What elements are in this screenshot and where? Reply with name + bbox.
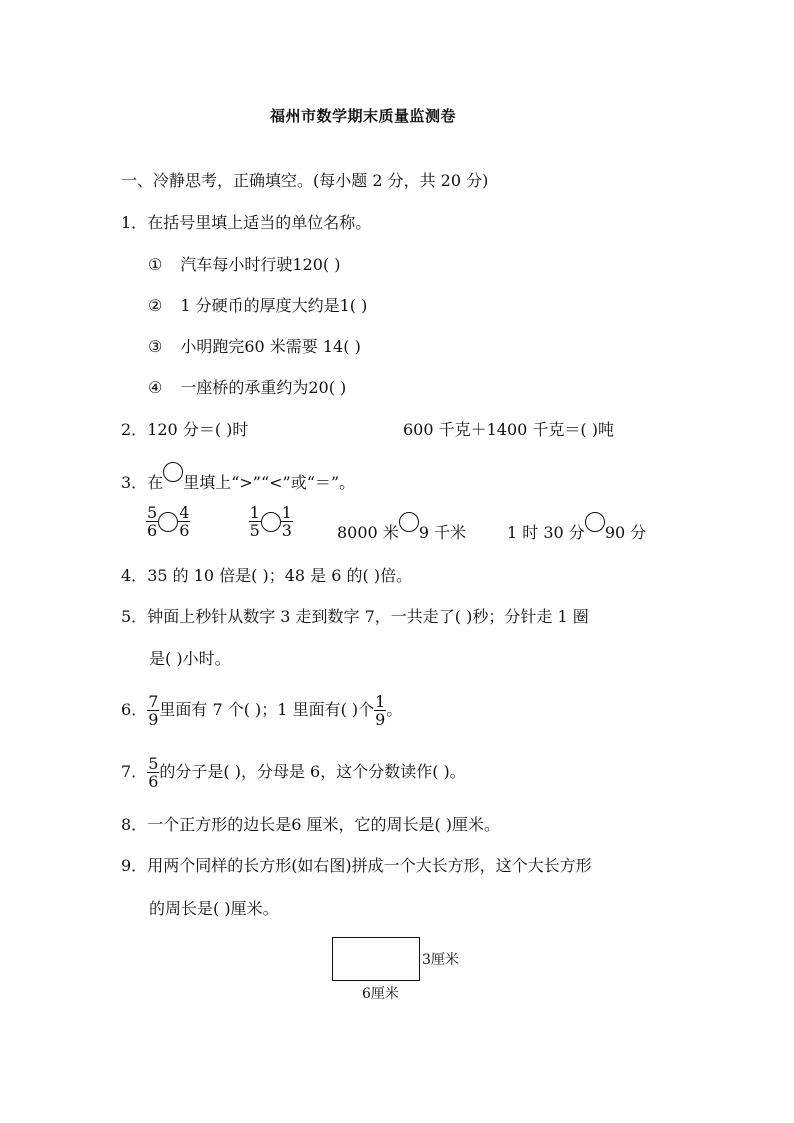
item-marker: ④: [148, 378, 163, 397]
page-title: 福州市数学期末质量监测卷: [270, 107, 457, 125]
question-5-line2: 是( )小时。: [149, 649, 231, 668]
question-text: 的分子是( )，分母是 6，这个分数读作( )。: [159, 762, 466, 781]
circle-icon: [163, 462, 183, 482]
question-text: 里面有 7 个( )；1 里面有( )个: [159, 700, 375, 719]
question-number: 7．: [121, 762, 148, 781]
item-text: 一座桥的承重约为20( ): [180, 378, 347, 397]
compare-circle[interactable]: [158, 512, 178, 532]
question-number: 6．: [121, 700, 148, 719]
question-number: 3．: [121, 473, 148, 492]
question-9: [121, 856, 592, 876]
question-9-line2: 的周长是( )厘米。: [149, 899, 279, 918]
item-text: 1 分硬币的厚度大约是1( ): [180, 296, 368, 315]
question-8: [121, 815, 500, 835]
compare-circle[interactable]: [261, 512, 281, 532]
question-number: 4．: [121, 566, 148, 585]
q3-stem-after: 里填上“>”“<”或“＝”。: [183, 473, 356, 492]
comp-left: 1 时 30 分: [507, 523, 585, 542]
question-5: [121, 607, 589, 627]
question-number: 2．: [121, 420, 148, 439]
q1-item-4: [148, 378, 346, 398]
fraction: $\frac{1}{5}$: [249, 503, 260, 540]
question-4: [121, 566, 412, 586]
q1-item-1: [148, 255, 340, 275]
fraction: $\frac{1}{9}$: [375, 692, 386, 729]
question-7: [121, 753, 466, 791]
item-marker: ②: [148, 296, 163, 315]
item-marker: ①: [148, 255, 163, 274]
rectangle-figure: [332, 937, 420, 981]
comp-right: 90 分: [604, 523, 647, 542]
question-3: [121, 462, 355, 493]
compare-circle[interactable]: [585, 512, 605, 532]
q3-comparison-4: [507, 512, 646, 543]
q2-left: 120 分＝( )时: [147, 420, 249, 439]
question-number: 9．: [121, 856, 148, 875]
fraction: $\frac{1}{3}$: [281, 503, 292, 540]
fraction: $\frac{5}{6}$: [148, 754, 159, 791]
question-stem: 在括号里填上适当的单位名称。: [147, 213, 372, 232]
question-1: [121, 213, 371, 233]
q1-item-2: [148, 296, 367, 316]
q2-right: 600 千克＋1400 千克＝( )吨: [403, 420, 615, 439]
question-number: 1．: [121, 213, 148, 232]
question-text: 35 的 10 倍是( )；48 是 6 的( )倍。: [147, 566, 413, 585]
item-marker: ③: [148, 337, 163, 356]
comp-right: 9 千米: [418, 523, 467, 542]
question-number: 8．: [121, 815, 148, 834]
width-label: 6厘米: [362, 986, 399, 1002]
period: 。: [386, 700, 403, 719]
q3-comparison-3: [337, 512, 466, 543]
fraction: $\frac{5}{6}$: [147, 503, 158, 540]
q1-item-3: [148, 337, 361, 357]
comp-left: 8000 米: [337, 523, 399, 542]
fraction: $\frac{4}{6}$: [179, 503, 190, 540]
item-text: 汽车每小时行驶120( ): [180, 255, 341, 274]
question-number: 5．: [121, 607, 148, 626]
height-label: 3厘米: [422, 952, 459, 968]
question-6: [121, 691, 402, 729]
question-text: 一个正方形的边长是6 厘米，它的周长是( )厘米。: [147, 815, 501, 834]
section-heading: 一、冷静思考，正确填空。(每小题 2 分，共 20 分): [121, 171, 489, 190]
q3-comparisons: [146, 502, 293, 540]
question-text-line1: 用两个同样的长方形(如右图)拼成一个大长方形，这个大长方形: [147, 856, 592, 875]
fraction: $\frac{7}{9}$: [148, 692, 159, 729]
question-text-line1: 钟面上秒针从数字 3 走到数字 7，一共走了( )秒；分针走 1 圈: [147, 607, 589, 626]
q3-stem-before: 在: [147, 473, 164, 492]
item-text: 小明跑完60 米需要 14( ): [180, 337, 361, 356]
question-2: [121, 420, 248, 440]
compare-circle[interactable]: [399, 512, 419, 532]
